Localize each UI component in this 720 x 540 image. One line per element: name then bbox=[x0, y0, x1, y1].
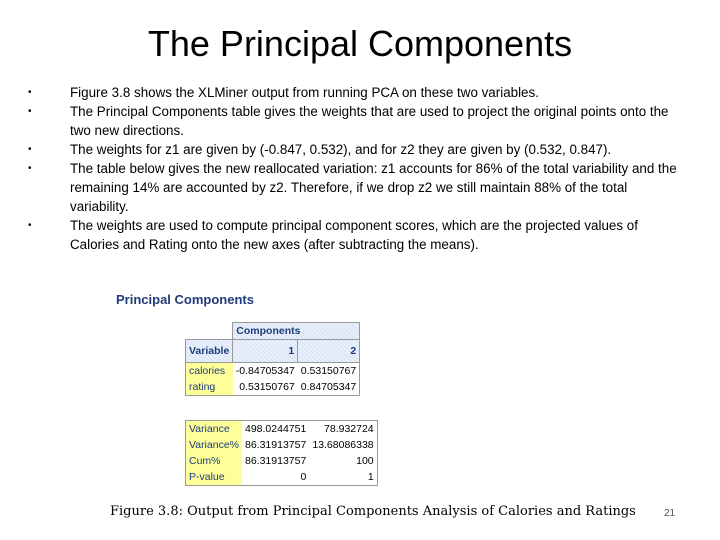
page-number: 21 bbox=[664, 508, 676, 519]
bullet-item: • The table below gives the new reallocated variation: z1 accounts for 86% of the total variability and the remaining 14% are accounted by z2. Therefore, if we drop z2 we still maintain 88% of the total variability. bbox=[28, 159, 688, 216]
cell-value: 0 bbox=[242, 469, 309, 486]
cell-value: 1 bbox=[309, 469, 377, 486]
cell-value: -0.84705347 bbox=[233, 363, 298, 380]
variance-table bbox=[185, 420, 378, 486]
component-1-header: 1 bbox=[233, 340, 298, 363]
component-2-header: 2 bbox=[298, 340, 360, 363]
cell-value: 100 bbox=[309, 453, 377, 469]
slide-title: The Principal Components bbox=[147, 23, 573, 64]
cell-value: 498.0244751 bbox=[242, 421, 309, 438]
components-header: Components bbox=[233, 323, 360, 340]
bullet-item: • The weights are used to compute principal component scores, which are the projected values of Calories and Rating onto the new axes (after subtracting the means). bbox=[28, 216, 688, 254]
pca-output-figure bbox=[110, 288, 374, 483]
cell-value: 13.68086338 bbox=[309, 437, 377, 453]
figure-caption: Figure 3.8: Output from Principal Components Analysis of Calories and Ratings bbox=[110, 504, 636, 519]
row-label: rating bbox=[186, 379, 233, 396]
table-row bbox=[186, 453, 378, 469]
row-label: P-value bbox=[186, 469, 243, 486]
table-row bbox=[186, 437, 378, 453]
cell-value: 0.84705347 bbox=[298, 379, 360, 396]
bullet-item: • The Principal Components table gives the weights that are used to project the original points onto the two new directions. bbox=[28, 102, 688, 140]
cell-value: 0.53150767 bbox=[233, 379, 298, 396]
cell-value: 0.53150767 bbox=[298, 363, 360, 380]
row-label: calories bbox=[186, 363, 233, 380]
cell-value: 86.31913757 bbox=[245, 439, 307, 451]
figure-title: Principal Components bbox=[116, 292, 254, 307]
row-label: Variance% bbox=[186, 437, 243, 453]
cell-value: 78.932724 bbox=[309, 421, 377, 438]
weights-table bbox=[185, 322, 360, 396]
table-row bbox=[186, 379, 360, 396]
row-label: Variance bbox=[186, 421, 243, 438]
bullet-list bbox=[28, 83, 688, 254]
table-row bbox=[186, 469, 378, 486]
bullet-item: • Figure 3.8 shows the XLMiner output from running PCA on these two variables. bbox=[28, 83, 688, 102]
bullet-item: • The weights for z1 are given by (-0.847, 0.532), and for z2 they are given by (0.532, 0.847). bbox=[28, 140, 688, 159]
table-row bbox=[186, 421, 378, 438]
row-label: Cum% bbox=[186, 453, 243, 469]
variable-header: Variable bbox=[186, 340, 233, 363]
cell-value: 86.31913757 bbox=[245, 455, 307, 467]
table-row bbox=[186, 363, 360, 380]
